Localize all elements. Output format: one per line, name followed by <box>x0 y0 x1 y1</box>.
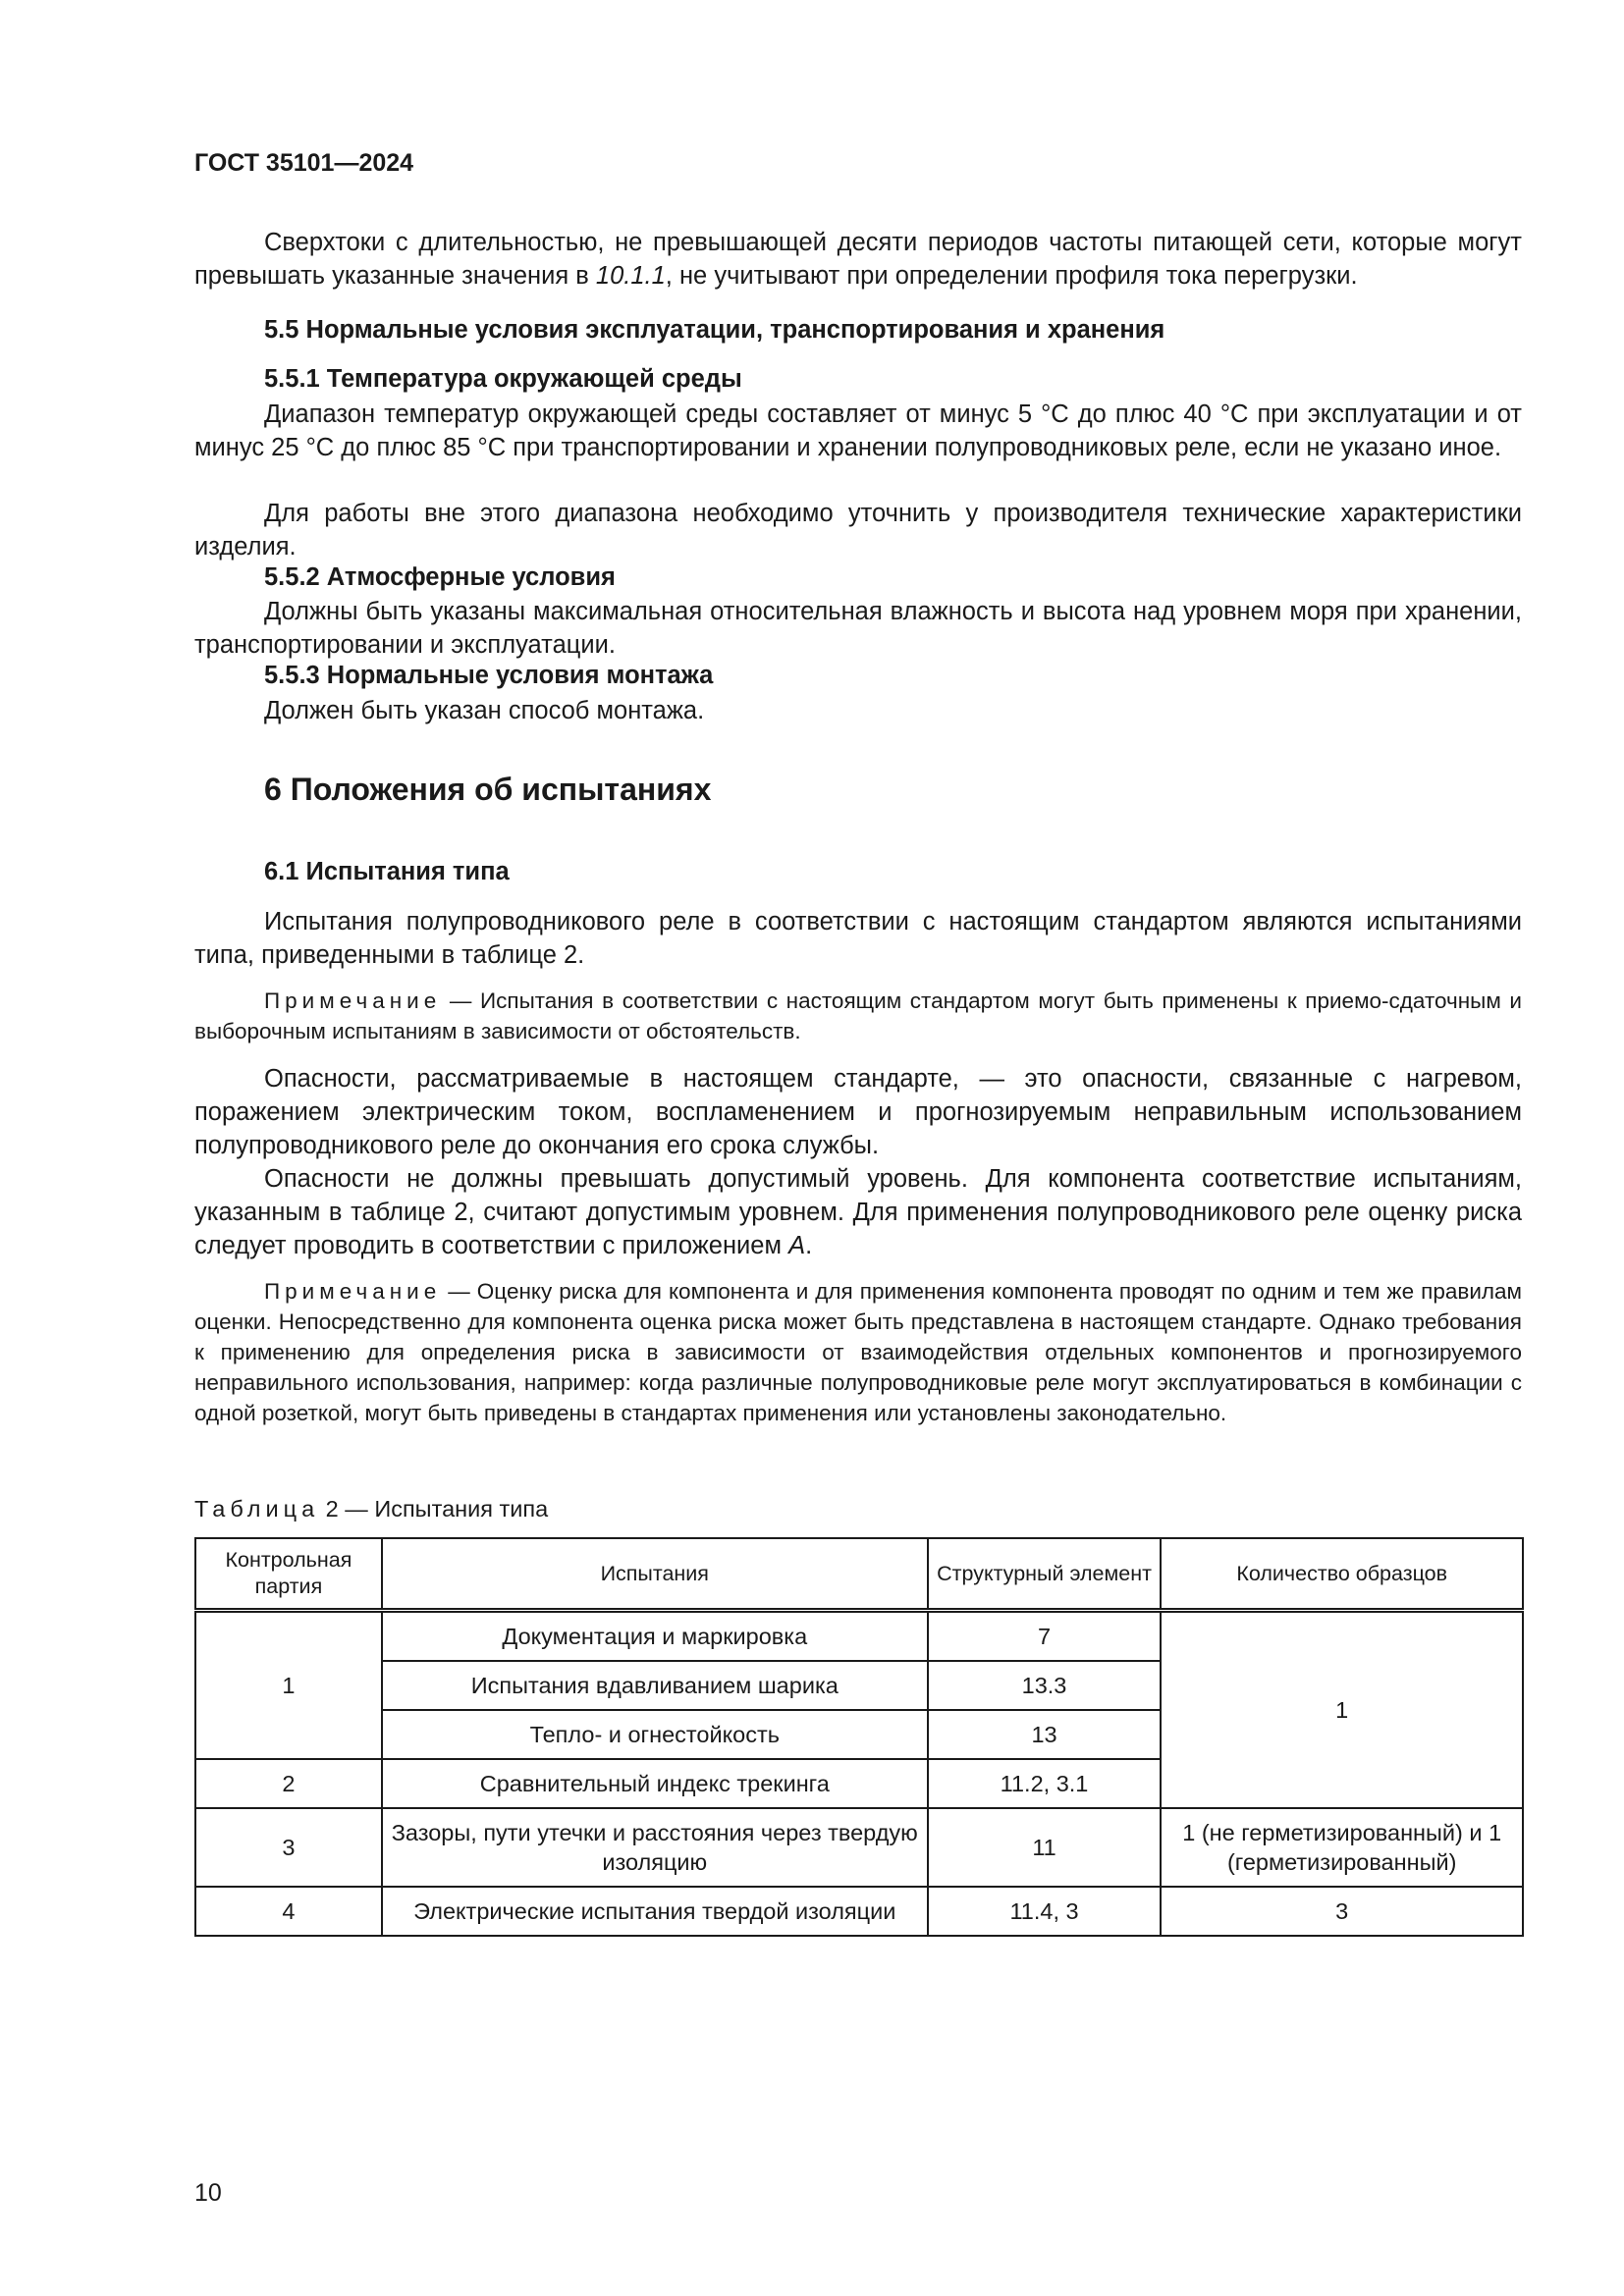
paragraph-hazards: Опасности, рассматриваемые в настоящем стандарте, — это опасности, связанные с нагревом, поражением электрическим током, воспламенением и прогнозируемым неправильным использованием полупроводникового реле до окончания его срока службы. <box>194 1065 1522 1159</box>
test-cell: Зазоры, пути утечки и расстояния через твердую изоляцию <box>382 1808 928 1887</box>
document-code: ГОСТ 35101—2024 <box>194 149 414 177</box>
element-cell: 13.3 <box>928 1661 1162 1710</box>
paragraph-hazards-level-tail: . <box>805 1232 813 1259</box>
batch-cell: 4 <box>195 1887 382 1936</box>
table-header-row <box>195 1538 1523 1611</box>
batch-cell: 1 <box>195 1611 382 1760</box>
element-cell: 11 <box>928 1808 1162 1887</box>
table-caption-label: Таблица <box>194 1496 320 1522</box>
quantity-cell: 1 <box>1161 1611 1523 1809</box>
paragraph-hazards-level <box>194 1162 1522 1262</box>
heading-5-5-1: 5.5.1 Температура окружающей среды <box>264 365 742 393</box>
annex-reference: А <box>788 1232 806 1259</box>
test-cell: Испытания вдавливанием шарика <box>382 1661 928 1710</box>
note-2-label: Примечание <box>264 1279 442 1304</box>
heading-5-5-2: 5.5.2 Атмосферные условия <box>264 563 616 591</box>
heading-5-5: 5.5 Нормальные условия эксплуатации, транспортирования и хранения <box>264 316 1165 344</box>
header-batch: Контрольная партия <box>195 1538 382 1611</box>
table-row <box>195 1611 1523 1662</box>
batch-cell: 3 <box>195 1808 382 1887</box>
paragraph-temperature-range: Диапазон температур окружающей среды составляет от минус 5 °С до плюс 40 °С при эксплуатации и от минус 25 °С до плюс 85 °С при транспортировании и хранении полупроводниковых реле, если не указано иное. <box>194 400 1522 461</box>
note-2-text: — Оценку риска для компонента и для применения компонента проводят по одним и тем же правилам оценки. Непосредственно для компонента оценка риска может быть представлена в настоящем стандарте. Однако требования к применению для определения риска в зависимости от взаимодействия отдельных компонентов и прогнозируемого неправильного использования, например: когда различные полупроводниковые реле могут эксплуатироваться в комбинации с одной розеткой, могут быть приведены в стандартах применения или установлены законодательно. <box>194 1279 1522 1425</box>
element-cell: 11.2, 3.1 <box>928 1759 1162 1808</box>
header-element: Структурный элемент <box>928 1538 1162 1611</box>
test-cell: Тепло- и огнестойкость <box>382 1710 928 1759</box>
page-number: 10 <box>194 2179 222 2207</box>
element-cell: 13 <box>928 1710 1162 1759</box>
paragraph-type-tests: Испытания полупроводникового реле в соответствии с настоящим стандартом являются испытаниями типа, приведенными в таблице 2. <box>194 908 1522 969</box>
paragraph-overcurrent-text: Сверхтоки с длительностью, не превышающей десяти периодов частоты питающей сети, которые могут превышать указанные значения в <box>194 229 1522 290</box>
quantity-cell: 3 <box>1161 1887 1523 1936</box>
paragraph-overcurrent <box>194 226 1522 293</box>
note-1-label: Примечание <box>264 988 442 1013</box>
table-row <box>195 1808 1523 1887</box>
paragraph-outside-range: Для работы вне этого диапазона необходимо уточнить у производителя технические характеристики изделия. <box>194 500 1522 561</box>
test-cell: Сравнительный индекс трекинга <box>382 1759 928 1808</box>
test-cell: Документация и маркировка <box>382 1611 928 1662</box>
heading-section-6: 6 Положения об испытаниях <box>264 772 712 807</box>
table-row <box>195 1887 1523 1936</box>
paragraph-overcurrent-tail: , не учитывают при определении профиля тока перегрузки. <box>665 262 1358 290</box>
note-2 <box>194 1276 1522 1428</box>
batch-cell: 2 <box>195 1759 382 1808</box>
type-tests-table <box>194 1537 1524 1937</box>
heading-5-5-3: 5.5.3 Нормальные условия монтажа <box>264 662 714 689</box>
paragraph-atmospheric: Должны быть указаны максимальная относительная влажность и высота над уровнем моря при хранении, транспортировании и эксплуатации. <box>194 598 1522 659</box>
test-cell: Электрические испытания твердой изоляции <box>382 1887 928 1936</box>
note-1-text: — Испытания в соответствии с настоящим стандартом могут быть применены к приемо-сдаточным и выборочным испытаниям в зависимости от обстоятельств. <box>194 988 1522 1043</box>
header-tests: Испытания <box>382 1538 928 1611</box>
note-1 <box>194 986 1522 1046</box>
quantity-cell: 1 (не герметизированный) и 1 (герметизированный) <box>1161 1808 1523 1887</box>
clause-reference: 10.1.1 <box>595 262 666 290</box>
table-caption-text: 2 — Испытания типа <box>319 1496 549 1522</box>
paragraph-mounting: Должен быть указан способ монтажа. <box>264 697 705 724</box>
header-quantity: Количество образцов <box>1161 1538 1523 1611</box>
heading-6-1: 6.1 Испытания типа <box>264 858 510 885</box>
element-cell: 11.4, 3 <box>928 1887 1162 1936</box>
element-cell: 7 <box>928 1611 1162 1662</box>
paragraph-hazards-level-text: Опасности не должны превышать допустимый уровень. Для компонента соответствие испытаниям, указанным в таблице 2, считают допустимым уровнем. Для применения полупроводникового реле оценку риска следует проводить в соответствии с приложением <box>194 1165 1522 1259</box>
table-caption <box>194 1496 548 1522</box>
